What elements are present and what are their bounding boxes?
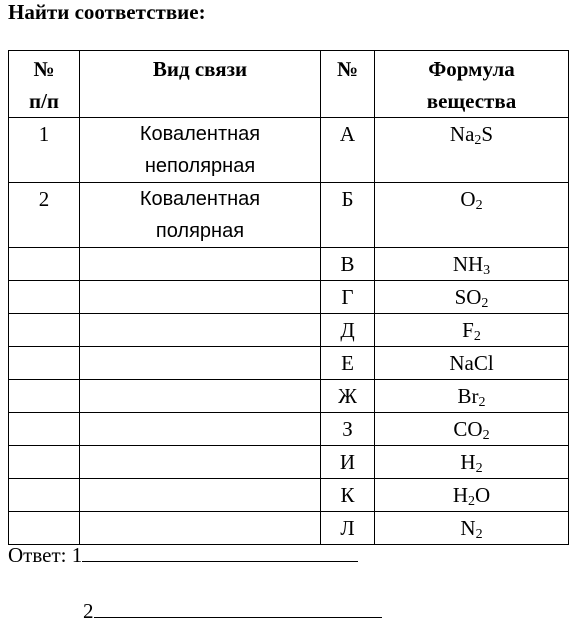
cell-bond-type [80, 347, 321, 380]
table-body [9, 118, 569, 545]
formula-symbol: H [460, 450, 476, 474]
header-number-line1: № [33, 57, 55, 81]
cell-letter: Е [321, 347, 375, 380]
formula-symbol: NH [452, 252, 484, 276]
table-header-row [9, 51, 569, 118]
table-row [9, 413, 569, 446]
header-bond-type: Вид связи [80, 51, 321, 118]
cell-letter: В [321, 248, 375, 281]
answer-item-2-number: 2 [83, 599, 94, 623]
formula-symbol: O [460, 187, 476, 211]
header-formula [375, 51, 569, 118]
cell-letter: А [321, 118, 375, 183]
cell-number [9, 413, 80, 446]
table-row [9, 347, 569, 380]
table-row [9, 281, 569, 314]
cell-formula [375, 380, 569, 413]
cell-number: 2 [9, 183, 80, 248]
cell-number [9, 446, 80, 479]
header-formula-line2: вещества [426, 89, 517, 113]
table-row [9, 314, 569, 347]
answer-line-1 [8, 541, 358, 568]
cell-number [9, 380, 80, 413]
cell-number [9, 479, 80, 512]
table-row [9, 512, 569, 545]
formula-subscript: 2 [474, 133, 482, 148]
formula-symbol: NaCl [449, 351, 494, 375]
header-formula-line1: Формула [428, 57, 515, 81]
cell-number: 1 [9, 118, 80, 183]
cell-formula [375, 479, 569, 512]
cell-letter: И [321, 446, 375, 479]
cell-number [9, 512, 80, 545]
table-row [9, 248, 569, 281]
page-title: Найти соответствие: [8, 0, 206, 24]
bond-type-line2: неполярная [144, 155, 256, 177]
header-number [9, 51, 80, 118]
formula-symbol: S [481, 122, 494, 146]
cell-formula [375, 281, 569, 314]
header-number-line2: п/п [28, 89, 60, 113]
header-letter: № [321, 51, 375, 118]
cell-letter: Г [321, 281, 375, 314]
cell-letter: Л [321, 512, 375, 545]
bond-type-line1: Ковалентная [139, 188, 261, 210]
cell-bond-type [80, 248, 321, 281]
formula-subscript: 3 [483, 263, 491, 278]
formula-subscript: 2 [475, 527, 483, 542]
cell-letter: Д [321, 314, 375, 347]
cell-bond-type [80, 413, 321, 446]
cell-letter: Б [321, 183, 375, 248]
formula-symbol: O [475, 483, 491, 507]
table-row [9, 118, 569, 183]
formula-symbol: Na [449, 122, 475, 146]
matching-table [8, 50, 569, 545]
cell-bond-type [80, 118, 321, 183]
formula-subscript: 2 [473, 329, 481, 344]
cell-bond-type [80, 446, 321, 479]
cell-bond-type [80, 380, 321, 413]
formula-symbol: N [460, 516, 476, 540]
cell-bond-type [80, 479, 321, 512]
cell-formula [375, 183, 569, 248]
cell-formula [375, 314, 569, 347]
cell-formula [375, 446, 569, 479]
answer-2-blank[interactable] [94, 597, 382, 618]
cell-number [9, 281, 80, 314]
table-row [9, 479, 569, 512]
table-row [9, 446, 569, 479]
cell-formula [375, 118, 569, 183]
formula-subscript: 2 [482, 428, 490, 443]
cell-bond-type [80, 183, 321, 248]
answer-1-blank[interactable] [82, 541, 358, 562]
formula-subscript: 2 [481, 296, 489, 311]
formula-symbol: Br [457, 384, 479, 408]
cell-number [9, 347, 80, 380]
formula-symbol: SO [454, 285, 482, 309]
bond-type-line1: Ковалентная [139, 123, 261, 145]
formula-subscript: 2 [468, 494, 475, 509]
formula-subscript: 2 [475, 198, 483, 213]
cell-bond-type [80, 281, 321, 314]
cell-number [9, 314, 80, 347]
cell-bond-type [80, 512, 321, 545]
answer-label: Ответ: [8, 543, 67, 567]
bond-type-line2: полярная [155, 220, 245, 242]
cell-formula [375, 512, 569, 545]
table-row [9, 183, 569, 248]
cell-letter: Ж [321, 380, 375, 413]
formula-subscript: 2 [478, 395, 486, 410]
formula-subscript: 2 [475, 461, 483, 476]
cell-number [9, 248, 80, 281]
cell-formula [375, 347, 569, 380]
cell-formula [375, 248, 569, 281]
answer-item-1-number: 1 [71, 543, 83, 567]
formula-symbol: CO [453, 417, 483, 441]
formula-symbol: H [452, 483, 468, 507]
formula-symbol: F [462, 318, 474, 342]
table-row [9, 380, 569, 413]
cell-bond-type [80, 314, 321, 347]
answer-line-2 [83, 597, 382, 624]
cell-formula [375, 413, 569, 446]
cell-letter: К [321, 479, 375, 512]
cell-letter: З [321, 413, 375, 446]
